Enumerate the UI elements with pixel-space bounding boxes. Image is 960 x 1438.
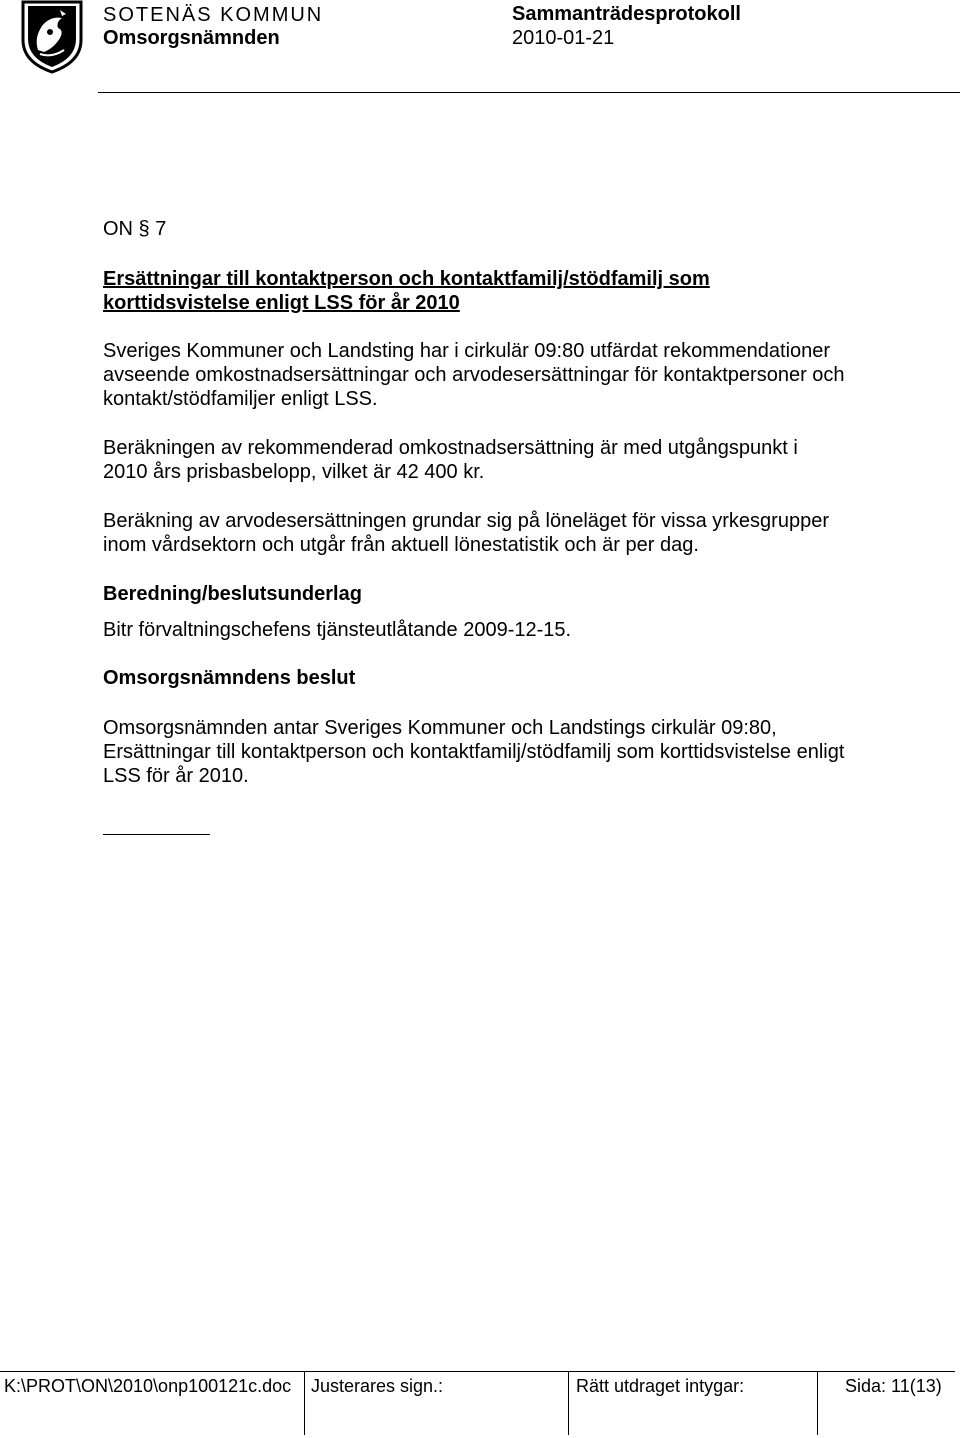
item-title-line: Ersättningar till kontaktperson och kontaktfamilj/stödfamilj som: [103, 268, 710, 290]
paragraph-line: LSS för år 2010.: [103, 765, 249, 787]
item-number: ON § 7: [103, 218, 167, 240]
footer-column-divider: [568, 1371, 569, 1435]
meeting-date: 2010-01-21: [512, 27, 615, 49]
preparation-text: [103, 618, 571, 642]
file-path: K:\PROT\ON\2010\onp100121c.doc: [4, 1376, 292, 1396]
paragraph: [103, 509, 829, 557]
organization-name: SOTENÄS KOMMUN: [103, 4, 324, 26]
preparation-heading: Beredning/beslutsunderlag: [103, 583, 362, 605]
paragraph-line: kontakt/stödfamiljer enligt LSS.: [103, 388, 378, 410]
paragraph-line: Sveriges Kommuner och Landsting har i cirkulär 09:80 utfärdat rekommendationer: [103, 340, 831, 362]
footer-column-divider: [817, 1371, 818, 1435]
paragraph-line: inom vårdsektorn och utgår från aktuell lönestatistik och är per dag.: [103, 534, 699, 556]
municipal-coat-of-arms-icon: [20, 0, 84, 74]
page-number: Sida: 11(13): [845, 1376, 942, 1396]
paragraph-line: Beräkningen av rekommenderad omkostnadsersättning är med utgångspunkt i: [103, 437, 798, 459]
paragraph-line: Omsorgsnämnden antar Sveriges Kommuner och Landstings cirkulär 09:80,: [103, 717, 777, 739]
paragraph-line: Bitr förvaltningschefens tjänsteutlåtande 2009-12-15.: [103, 619, 572, 641]
certified-copy-field: Rätt utdraget intygar:: [576, 1376, 745, 1396]
footer-column-divider: [304, 1371, 305, 1435]
paragraph-line: avseende omkostnadsersättningar och arvodesersättningar för kontaktpersoner och: [103, 364, 845, 386]
decision-heading: Omsorgsnämndens beslut: [103, 667, 356, 689]
paragraph: [103, 436, 798, 484]
footer-divider: [0, 1371, 955, 1372]
decision-text: [103, 716, 844, 788]
footer: [0, 1371, 960, 1435]
committee-name: Omsorgsnämnden: [103, 27, 280, 49]
header-divider: [98, 92, 960, 93]
paragraph: [103, 339, 845, 411]
end-of-item-rule: [103, 834, 210, 835]
adjusters-signature-field: Justerares sign.:: [311, 1376, 444, 1396]
item-title-line: korttidsvistelse enligt LSS för år 2010: [103, 292, 460, 314]
document-type: Sammanträdesprotokoll: [512, 3, 741, 25]
paragraph-line: 2010 års prisbasbelopp, vilket är 42 400 kr.: [103, 461, 485, 483]
paragraph-line: Beräkning av arvodesersättningen grundar sig på löneläget för vissa yrkesgrupper: [103, 510, 829, 532]
paragraph-line: Ersättningar till kontaktperson och kontaktfamilj/stödfamilj som korttidsvistelse enligt: [103, 741, 845, 763]
item-title: [103, 267, 710, 315]
